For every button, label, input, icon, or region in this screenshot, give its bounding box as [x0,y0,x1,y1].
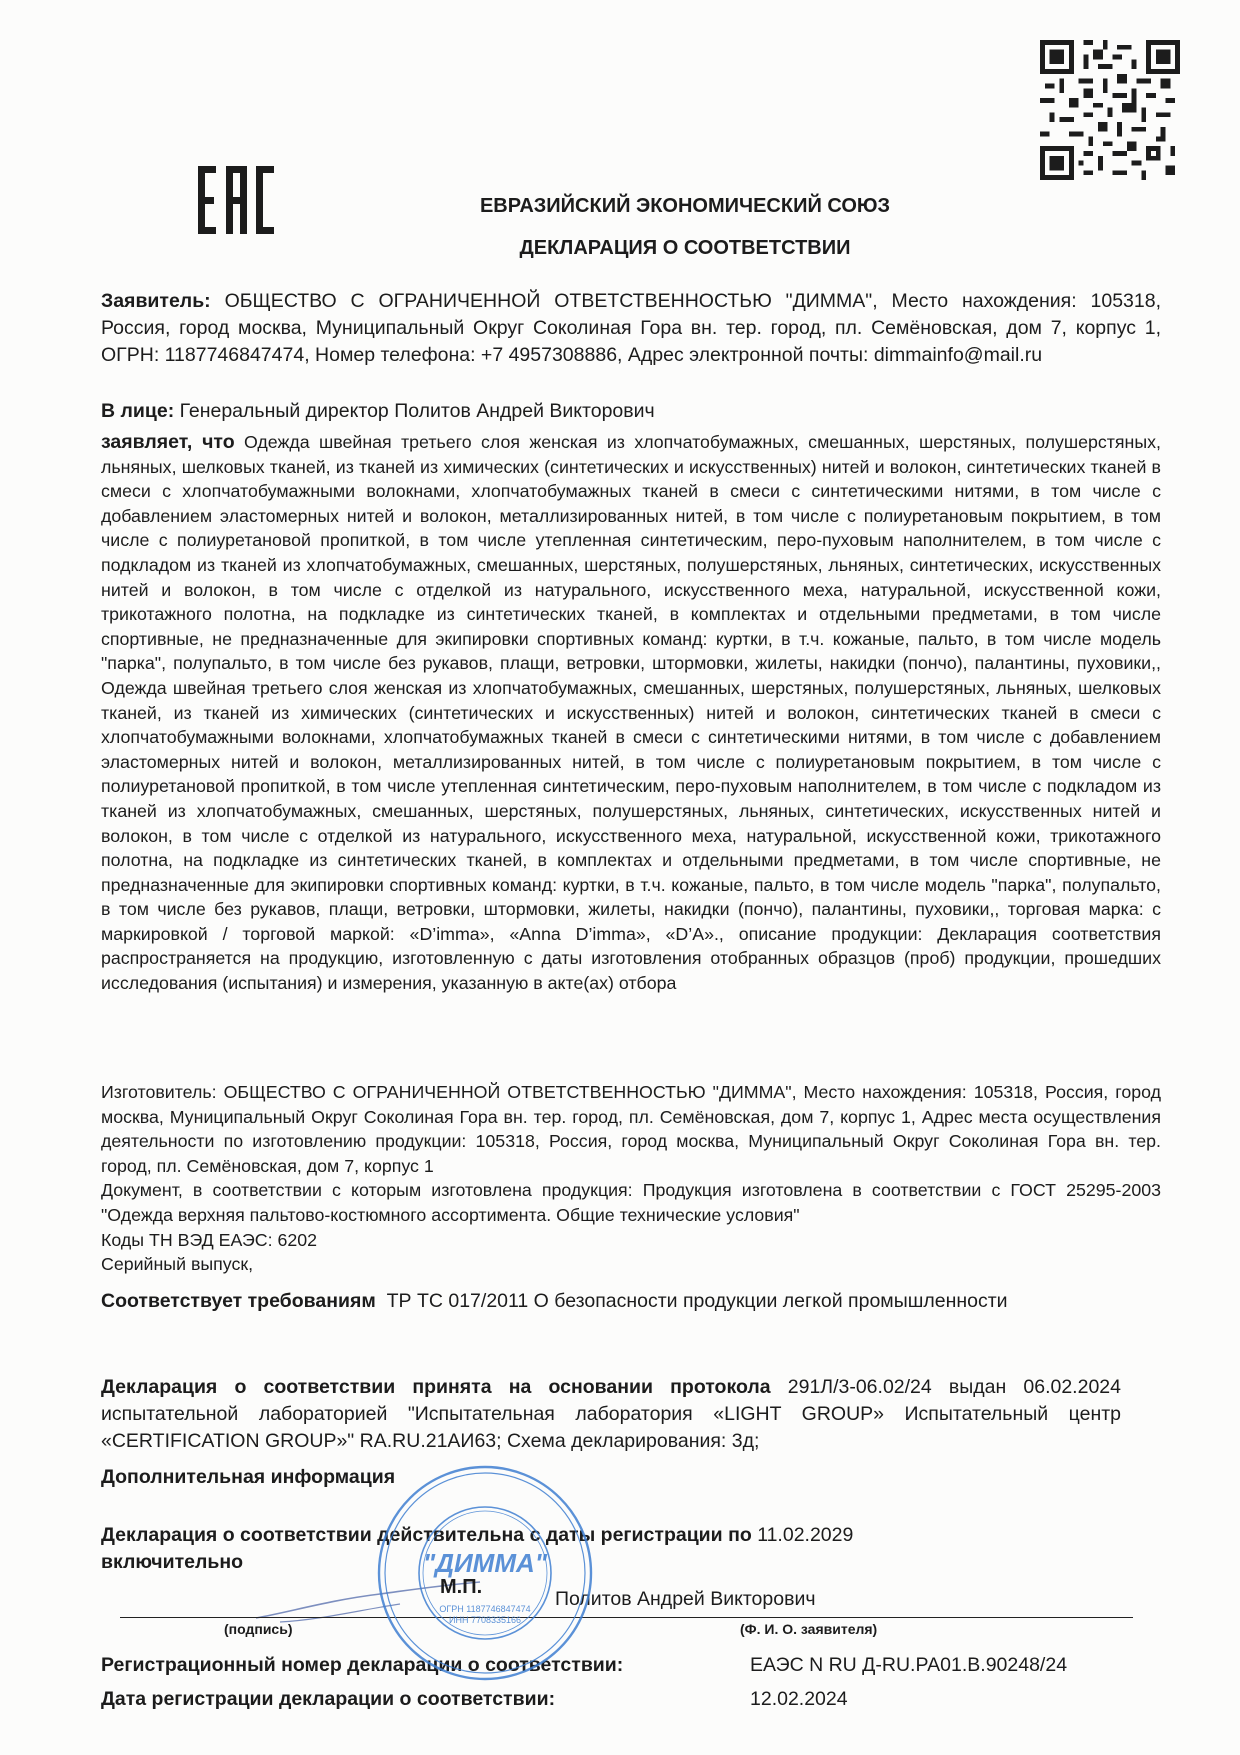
validity-label: Декларация о соответствии действительна с даты регистрации по [101,1524,752,1546]
declares-text: Одежда швейная третьего слоя женская из хлопчатобумажных, смешанных, шерстяных, полушерстяных, льняных, шелковых тканей, из тканей из химических (синтетических и искусственных) нитей и волокон, синтетических тканей в смеси с хлопчатобумажными волокнами, хлопчатобумажных тканей в смеси с синтетическими нитями, в том числе с добавлением эластомерных нитей и волокон, металлизированных нитей, в том числе с полиуретановым покрытием, в том числе с полиуретановой пропиткой, в том числе утепленная синтетическим, перо-пуховым наполнителем, в том числе с подкладом из тканей из хлопчатобумажных, смешанных, шерстяных, полушерстяных, льняных, синтетических, искусственных нитей и волокон, в том числе с отделкой из натурального, искусственного меха, натуральной, искусственной кожи, трикотажного полотна, на подкладке из синтетических тканей, в комплектах и отдельными предметами, в том числе спортивные, не предназначенные для экипировки спортивных команд: куртки, в т.ч. кожаные, пальто, в том числе модель "парка", полупальто, в том числе без рукавов, плащи, ветровки, штормовки, жилеты, накидки (пончо), палантины, пуховики,, Одежда швейная третьего слоя женская из хлопчатобумажных, смешанных, шерстяных, полушерстяных, льняных, шелковых тканей, из тканей из химических (синтетических и искусственных) нитей и волокон, синтетических тканей в смеси с хлопчатобумажными волокнами, хлопчатобумажных тканей в смеси с синтетическими нитями, в том числе с добавлением эластомерных нитей и волокон, металлизированных нитей, в том числе с полиуретановым покрытием, в том числе с полиуретановой пропиткой, в том числе утепленная синтетическим, перо-пуховым наполнителем, в том числе с подкладом из тканей из хлопчатобумажных, смешанных, шерстяных, полушерстяных, льняных, синтетических, искусственных нитей и волокон, в том числе с отделкой из натурального, искусственного меха, натуральной, искусственной кожи, трикотажного полотна, на подкладке из синтетических тканей, в комплектах и отдельными предметами, в том числе спортивные, не предназначенные для экипировки спортивных команд: куртки, в т.ч. кожаные, пальто, в том числе модель "парка", полупальто, в том числе без рукавов, плащи, ветровки, штормовки, жилеты, накидки (пончо), палантины, пуховики,, торговая марка: с маркировкой / торговой маркой: «D’imma», «Anna D’imma», «D’A»., описание продукции: Декларация соответствия распространяется на продукцию, изготовленную с даты изготовления отобранных образцов (проб) продукции, прошедших исследования (испытания) и измерения, указанную в акте(ах) отбора [101,432,1161,994]
registration-date-value: 12.02.2024 [750,1688,848,1710]
basis-block [101,1374,1121,1454]
document-title: ДЕКЛАРАЦИЯ О СООТВЕТСТВИИ [519,237,851,259]
fio-caption: (Ф. И. О. заявителя) [740,1621,878,1637]
seal-ogrn: ОГРН 1187746847474 [439,1604,531,1614]
signature-caption: (подпись) [224,1621,293,1637]
applicant-text: ОБЩЕСТВО С ОГРАНИЧЕННОЙ ОТВЕТСТВЕННОСТЬЮ "ДИММА", Место нахождения: 105318, Россия, город москва, Муниципальный Округ Соколиная Гора вн. тер. город, пл. Семёновская, дом 7, корпус 1, ОГРН: 1187746847474, Номер телефона: +7 4957308886, Адрес электронной почты: dimmainfo@mail.ru [101,290,1162,366]
registration-number-value: ЕАЭС N RU Д-RU.РА01.В.90248/24 [750,1654,1068,1676]
company-seal [374,1462,596,1684]
signature-line [120,1617,1133,1618]
seal-company: "ДИММА" [422,1548,548,1578]
basis-label: Декларация о соответствии принята на основании протокола [101,1376,771,1398]
person-text: Генеральный директор Политов Андрей Викторович [179,400,655,422]
hs-codes: Коды ТН ВЭД ЕАЭС: 6202 [101,1229,318,1250]
manufacturer-document: Документ, в соответствии с которым изготовлена продукция: Продукция изготовлена в соответствии с ГОСТ 25295-2003 "Одежда верхняя пальтово-костюмного ассортимента. Общие технические условия" [101,1180,1161,1225]
additional-info [101,1464,1161,1491]
seal-inn: ИНН 7708335166 [448,1615,522,1625]
validity-date: 11.02.2029 [757,1524,854,1546]
person-label: В лице: [101,400,175,422]
registration-date-label: Дата регистрации декларации о соответствии: [101,1688,556,1710]
manufacturer-block [101,1080,1161,1277]
applicant-block [101,288,1161,368]
serial-release: Серийный выпуск, [101,1254,254,1275]
compliance-block [101,1288,1011,1315]
declares-block [101,430,1161,996]
applicant-name: Политов Андрей Викторович [555,1588,816,1610]
union-title: ЕВРАЗИЙСКИЙ ЭКОНОМИЧЕСКИЙ СОЮЗ [479,195,891,217]
declares-label: заявляет, что [101,431,235,453]
person-block [101,398,1161,425]
validity-tail: включительно [101,1550,244,1573]
seal-place: М.П. [440,1576,483,1598]
manufacturer-text: Изготовитель: ОБЩЕСТВО С ОГРАНИЧЕННОЙ ОТВЕТСТВЕННОСТЬЮ "ДИММА", Место нахождения: 105318, Россия, город москва, Муниципальный Округ Соколиная Гора вн. тер. город, пл. Семёновская, дом 7, корпус 1, Адрес места осуществления деятельности по изготовлению продукции: 105318, Россия, город москва, Муниципальный Округ Соколиная Гора вн. тер. город, пл. Семёновская, дом 7, корпус 1 [101,1082,1161,1176]
compliance-label: Соответствует требованиям [101,1290,376,1312]
basis-text: 291Л/3-06.02/24 выдан 06.02.2024 испытательной лабораторией "Испытательная лаборатория «LIGHT GROUP» Испытательный центр «CERTIFICATION GROUP»" RA.RU.21АИ63; Схема декларирования: 3д; [101,1376,1121,1452]
applicant-label: Заявитель: [101,290,211,312]
registration-number-label: Регистрационный номер декларации о соответствии: [101,1654,624,1676]
qr-code [1040,40,1180,180]
compliance-text: ТР ТС 017/2011 О безопасности продукции легкой промышленности [386,1290,1008,1312]
additional-label: Дополнительная информация [101,1466,396,1488]
